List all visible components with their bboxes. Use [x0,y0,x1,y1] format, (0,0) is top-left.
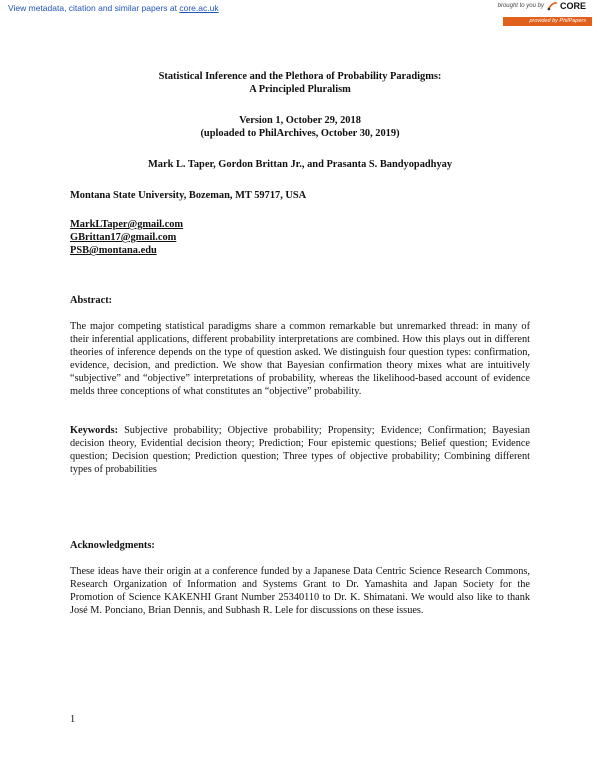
title-line-2: A Principled Pluralism [249,84,351,95]
paper-title [70,70,530,96]
core-brought-by[interactable] [498,1,586,11]
core-brand: CORE [559,1,586,11]
acknowledgments-heading: Acknowledgments: [70,540,155,551]
authors: Mark L. Taper, Gordon Brittan Jr., and Prasanta S. Bandyopadhyay [147,159,453,170]
provided-by-badge[interactable]: provided by PhilPapers [503,17,592,26]
email-list [70,218,530,257]
uploaded-line: (uploaded to PhilArchives, October 30, 2019) [200,128,400,139]
version-line: Version 1, October 29, 2018 [239,115,361,126]
abstract-heading: Abstract: [70,295,113,306]
keywords-label: Keywords: [70,425,119,436]
keywords [70,424,530,476]
version-info [70,114,530,140]
core-logo-icon [546,1,558,11]
affiliation: Montana State University, Bozeman, MT 59717, USA [70,190,307,201]
keywords-text: Subjective probability; Objective probability; Propensity; Evidence; Confirmation; Bayesian decision theory, Evidential decision theory; Prediction; Four epistemic questions; Belief question; Evidence question; Decision question; Prediction question; Three types of objective probability; Combining different types of probabilities [70,425,530,475]
core-link-prefix: View metadata, citation and similar papers at [8,3,180,13]
email-link-taper[interactable]: MarkLTaper@gmail.com [70,219,184,230]
paper-page [70,70,530,617]
abstract-text: The major competing statistical paradigms share a common remarkable but unremarked thread: in many of their inferential applications, different probability interpretations are combined. How this plays out in different theories of inference depends on the type of question asked. We distinguish four question types: confirmation, evidence, decision, and prediction. We show that Bayesian confirmation theory mixes what are intuitively “subjective” and “objective” interpretations of probability, whereas the likelihood-based account of evidence melds three conceptions of what constitutes an “objective” probability. [70,321,530,397]
core-link-domain[interactable]: core.ac.uk [179,3,219,13]
email-link-brittan[interactable]: GBrittan17@gmail.com [70,232,177,243]
core-metadata-link[interactable] [8,3,219,13]
page-number: 1 [70,714,76,725]
title-line-1: Statistical Inference and the Plethora of Probability Paradigms: [158,71,442,82]
core-banner [0,0,600,26]
acknowledgments-text: These ideas have their origin at a conference funded by a Japanese Data Centric Science Research Commons, Research Organization of Information and Systems Grant to Dr. Yamashita and Japan Society for the Promotion of Science KAKENHI Grant Number 25340110 to Dr. K. Shimatani. We would also like to thank José M. Ponciano, Brian Dennis, and Subhash R. Lele for discussions on these issues. [70,566,530,616]
email-link-psb[interactable]: PSB@montana.edu [70,245,157,256]
brought-by-text: brought to you by [497,3,544,9]
